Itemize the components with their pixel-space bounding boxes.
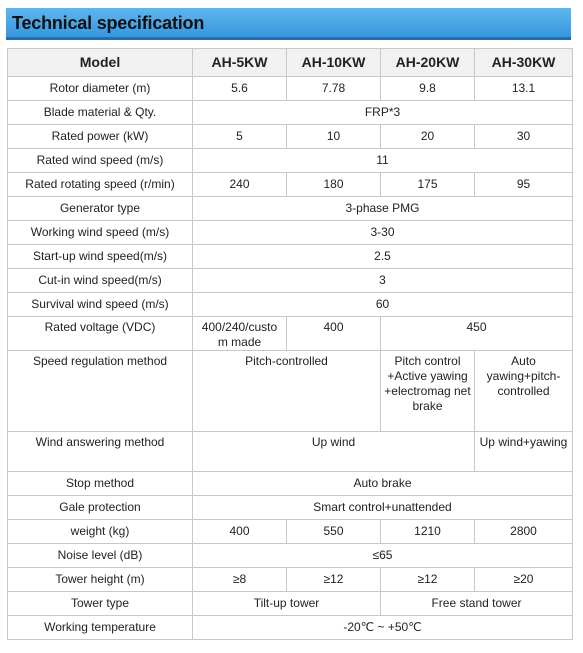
table-row [8, 245, 573, 269]
cell-value: 550 [287, 520, 381, 544]
row-label: Cut-in wind speed(m/s) [8, 269, 193, 293]
table-row [8, 125, 573, 149]
cell-value: Pitch control +Active yawing +electromag net brake [381, 351, 475, 432]
row-label: Working temperature [8, 616, 193, 640]
row-label: Tower height (m) [8, 568, 193, 592]
cell-value: 400 [287, 317, 381, 351]
cell-value: 400/240/custo m made [193, 317, 287, 351]
row-label: Speed regulation method [8, 351, 193, 432]
cell-value: 13.1 [475, 77, 573, 101]
cell-value: 240 [193, 173, 287, 197]
table-row [8, 173, 573, 197]
header-ah-20kw: AH-20KW [381, 49, 475, 77]
cell-value: 11 [193, 149, 573, 173]
table-row [8, 221, 573, 245]
cell-value: 3-30 [193, 221, 573, 245]
cell-value: 3-phase PMG [193, 197, 573, 221]
row-label: Rated voltage (VDC) [8, 317, 193, 351]
row-label: weight (kg) [8, 520, 193, 544]
table-row [8, 496, 573, 520]
row-label: Generator type [8, 197, 193, 221]
cell-value: 95 [475, 173, 573, 197]
row-label: Tower type [8, 592, 193, 616]
table-header-row [8, 49, 573, 77]
cell-value: Smart control+unattended [193, 496, 573, 520]
cell-value: ≥12 [381, 568, 475, 592]
cell-value: 9.8 [381, 77, 475, 101]
row-label: Start-up wind speed(m/s) [8, 245, 193, 269]
cell-value: 1210 [381, 520, 475, 544]
table-row [8, 101, 573, 125]
table-row [8, 520, 573, 544]
cell-value: 450 [381, 317, 573, 351]
cell-value: 175 [381, 173, 475, 197]
cell-value: Free stand tower [381, 592, 573, 616]
cell-value: Up wind [193, 432, 475, 472]
cell-value: Tilt-up tower [193, 592, 381, 616]
cell-value: 60 [193, 293, 573, 317]
header-model: Model [8, 49, 193, 77]
cell-value: 5 [193, 125, 287, 149]
cell-value: ≥20 [475, 568, 573, 592]
table-row [8, 293, 573, 317]
cell-value: FRP*3 [193, 101, 573, 125]
page-title: Technical specification [12, 13, 205, 33]
table-row [8, 616, 573, 640]
row-label: Wind answering method [8, 432, 193, 472]
table-row [8, 269, 573, 293]
row-label: Blade material & Qty. [8, 101, 193, 125]
table-row [8, 77, 573, 101]
row-label: Rated rotating speed (r/min) [8, 173, 193, 197]
cell-value: Auto brake [193, 472, 573, 496]
cell-value: 7.78 [287, 77, 381, 101]
cell-value: 30 [475, 125, 573, 149]
header-ah-5kw: AH-5KW [193, 49, 287, 77]
row-label: Working wind speed (m/s) [8, 221, 193, 245]
cell-value: ≥8 [193, 568, 287, 592]
table-row [8, 568, 573, 592]
row-label: Rated wind speed (m/s) [8, 149, 193, 173]
cell-value: 2800 [475, 520, 573, 544]
cell-value: 400 [193, 520, 287, 544]
cell-value: Up wind+yawing [475, 432, 573, 472]
cell-value: Auto yawing+pitch- controlled [475, 351, 573, 432]
table-row [8, 432, 573, 472]
cell-value: 5.6 [193, 77, 287, 101]
table-row [8, 544, 573, 568]
row-label: Rotor diameter (m) [8, 77, 193, 101]
header-ah-10kw: AH-10KW [287, 49, 381, 77]
cell-value: 180 [287, 173, 381, 197]
cell-value: 10 [287, 125, 381, 149]
cell-value: 20 [381, 125, 475, 149]
row-label: Rated power (kW) [8, 125, 193, 149]
table-row [8, 317, 573, 351]
cell-value: ≥12 [287, 568, 381, 592]
cell-value: 3 [193, 269, 573, 293]
row-label: Stop method [8, 472, 193, 496]
table-row [8, 472, 573, 496]
row-label: Noise level (dB) [8, 544, 193, 568]
row-label: Survival wind speed (m/s) [8, 293, 193, 317]
row-label: Gale protection [8, 496, 193, 520]
table-row [8, 592, 573, 616]
table-row [8, 351, 573, 432]
title-bar [6, 8, 571, 40]
table-row [8, 197, 573, 221]
cell-value: -20℃ ~ +50℃ [193, 616, 573, 640]
cell-value: Pitch-controlled [193, 351, 381, 432]
header-ah-30kw: AH-30KW [475, 49, 573, 77]
cell-value: ≤65 [193, 544, 573, 568]
spec-table [7, 48, 573, 640]
table-row [8, 149, 573, 173]
cell-value: 2.5 [193, 245, 573, 269]
